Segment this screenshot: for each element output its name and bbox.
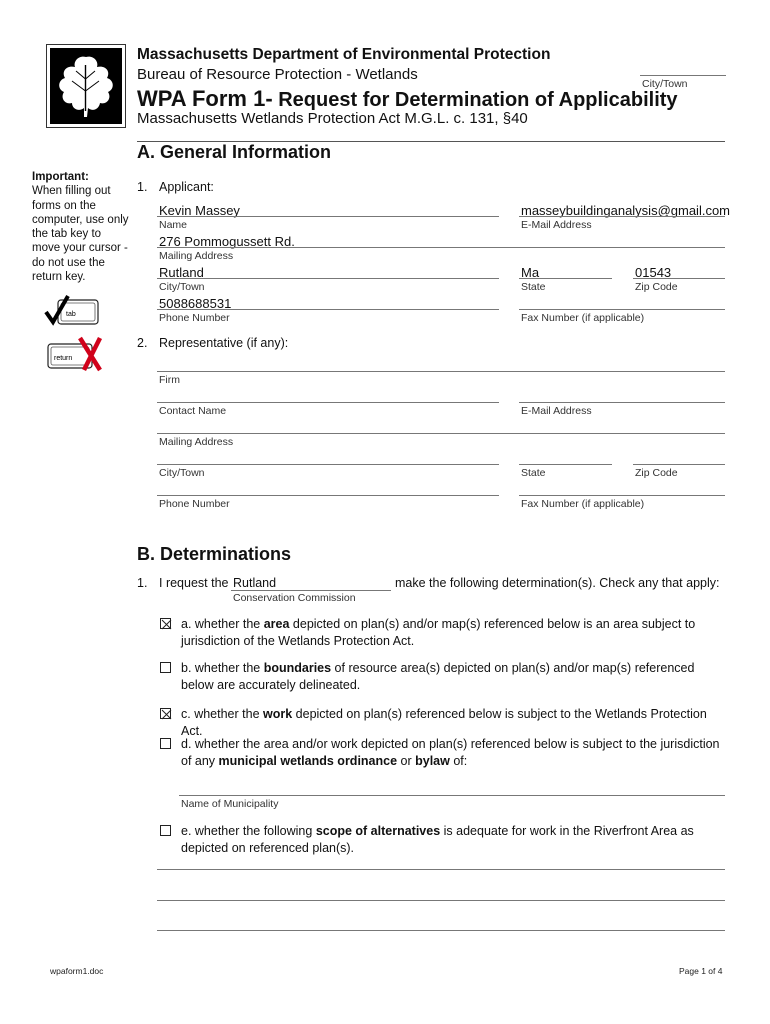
rep-contact-label: Contact Name (159, 405, 227, 417)
header-city-label: City/Town (642, 78, 688, 90)
applicant-email-line (519, 216, 725, 217)
rep-zip-label: Zip Code (635, 467, 678, 479)
form-title-text: Request for Determination of Applicability (278, 89, 678, 111)
applicant-email-label: E-Mail Address (521, 219, 592, 231)
rep-state-line[interactable] (519, 464, 612, 465)
side-note-text: When filling out forms on the computer, use only the tab key to move your cursor - do not use the return key. (32, 185, 129, 284)
applicant-city-field[interactable]: Rutland (159, 265, 204, 280)
applicant-name-label: Name (159, 219, 188, 231)
commission-field[interactable]: Rutland (233, 576, 277, 590)
option-d-checkbox[interactable] (160, 738, 171, 749)
section-b-title: B. Determinations (137, 544, 292, 564)
rep-phone-label: Phone Number (159, 498, 230, 510)
rep-city-line[interactable] (157, 464, 499, 465)
alternatives-line-2[interactable] (157, 900, 725, 901)
footer-filename: wpaform1.doc (50, 966, 104, 976)
option-a-text: a. whether the area depicted on plan(s) and/or map(s) referenced below is an area subject to jurisdiction of the Wetlands Protection Act. (181, 617, 696, 648)
applicant-number: 1. (137, 180, 148, 194)
section-a-title: A. General Information (137, 142, 332, 162)
rep-firm-label: Firm (159, 374, 180, 386)
rep-fax-label: Fax Number (if applicable) (521, 498, 645, 510)
massdep-logo (46, 44, 126, 128)
act-reference: Massachusetts Wetlands Protection Act M.G.L. c. 131, §40 (137, 110, 528, 127)
applicant-phone-label: Phone Number (159, 312, 230, 324)
rep-mailing-label: Mailing Address (159, 436, 234, 448)
bureau-name: Bureau of Resource Protection - Wetlands (137, 66, 418, 83)
option-c-text: c. whether the work depicted on plan(s) referenced below is subject to the Wetlands Protection Act. (181, 707, 707, 738)
header-city-line (640, 75, 726, 76)
b1-prefix: I request the (159, 576, 229, 590)
applicant-state-line (519, 278, 612, 279)
applicant-mailing-label: Mailing Address (159, 250, 234, 262)
applicant-mailing-field[interactable]: 276 Pommogussett Rd. (159, 234, 295, 249)
oak-leaf-icon (53, 51, 119, 121)
applicant-fax-line (519, 309, 725, 310)
applicant-city-line (157, 278, 499, 279)
tab-key-label: tab (66, 311, 76, 318)
form-title (137, 86, 678, 112)
municipality-line[interactable] (179, 795, 725, 796)
representative-number: 2. (137, 336, 148, 350)
applicant-zip-field[interactable]: 01543 (635, 265, 672, 280)
return-key-icon (44, 334, 108, 379)
rep-zip-line[interactable] (633, 464, 725, 465)
department-name: Massachusetts Department of Environmental Protection (137, 46, 551, 63)
side-note-title: Important: (32, 171, 89, 183)
commission-line (231, 590, 391, 591)
applicant-label: Applicant: (159, 180, 214, 194)
commission-label: Conservation Commission (233, 592, 356, 604)
option-b-checkbox[interactable] (160, 662, 171, 673)
rep-fax-line[interactable] (519, 495, 725, 496)
b1-suffix: make the following determination(s). Check any that apply: (395, 576, 720, 590)
applicant-zip-line (633, 278, 725, 279)
applicant-name-field[interactable]: Kevin Massey (159, 203, 240, 218)
option-c-checkbox[interactable] (160, 708, 171, 719)
option-b-text: b. whether the boundaries of resource area(s) depicted on plan(s) and/or map(s) referenced below are accurately delineated. (181, 661, 695, 692)
option-a-checkbox[interactable] (160, 618, 171, 629)
applicant-state-label: State (521, 281, 546, 293)
checked-x-icon (161, 709, 172, 720)
b1-number: 1. (137, 576, 148, 590)
option-d-text: d. whether the area and/or work depicted on plan(s) referenced below is subject to the jurisdiction of any municipal wetlands ordinance or bylaw of: (181, 737, 720, 768)
rep-contact-line[interactable] (157, 402, 499, 403)
applicant-fax-label: Fax Number (if applicable) (521, 312, 645, 324)
option-e-text: e. whether the following scope of alternatives is adequate for work in the Riverfront Area as depicted on referenced plan(s). (181, 824, 694, 855)
applicant-email-field[interactable]: masseybuildinganalysis@gmail.com (521, 203, 731, 218)
applicant-zip-label: Zip Code (635, 281, 678, 293)
applicant-phone-line (157, 309, 499, 310)
rep-phone-line[interactable] (157, 495, 499, 496)
rep-mailing-line[interactable] (157, 433, 725, 434)
applicant-mailing-line (157, 247, 725, 248)
rep-city-label: City/Town (159, 467, 205, 479)
applicant-city-label: City/Town (159, 281, 205, 293)
return-key-label: return (54, 355, 73, 362)
checked-x-icon (161, 619, 172, 630)
applicant-name-line (157, 216, 499, 217)
alternatives-line-3[interactable] (157, 930, 725, 931)
rep-state-label: State (521, 467, 546, 479)
representative-label: Representative (if any): (159, 336, 289, 350)
tab-key-icon (44, 294, 100, 335)
rep-firm-line[interactable] (157, 371, 725, 372)
alternatives-line-1[interactable] (157, 869, 725, 870)
footer-page: Page 1 of 4 (679, 966, 723, 976)
rep-email-label: E-Mail Address (521, 405, 592, 417)
applicant-phone-field[interactable]: 5088688531 (159, 296, 232, 311)
municipality-label: Name of Municipality (181, 798, 279, 810)
rep-email-line[interactable] (519, 402, 725, 403)
option-e-checkbox[interactable] (160, 825, 171, 836)
applicant-state-field[interactable]: Ma (521, 265, 540, 280)
side-note (32, 170, 130, 284)
form-number: WPA Form 1- (137, 86, 273, 111)
